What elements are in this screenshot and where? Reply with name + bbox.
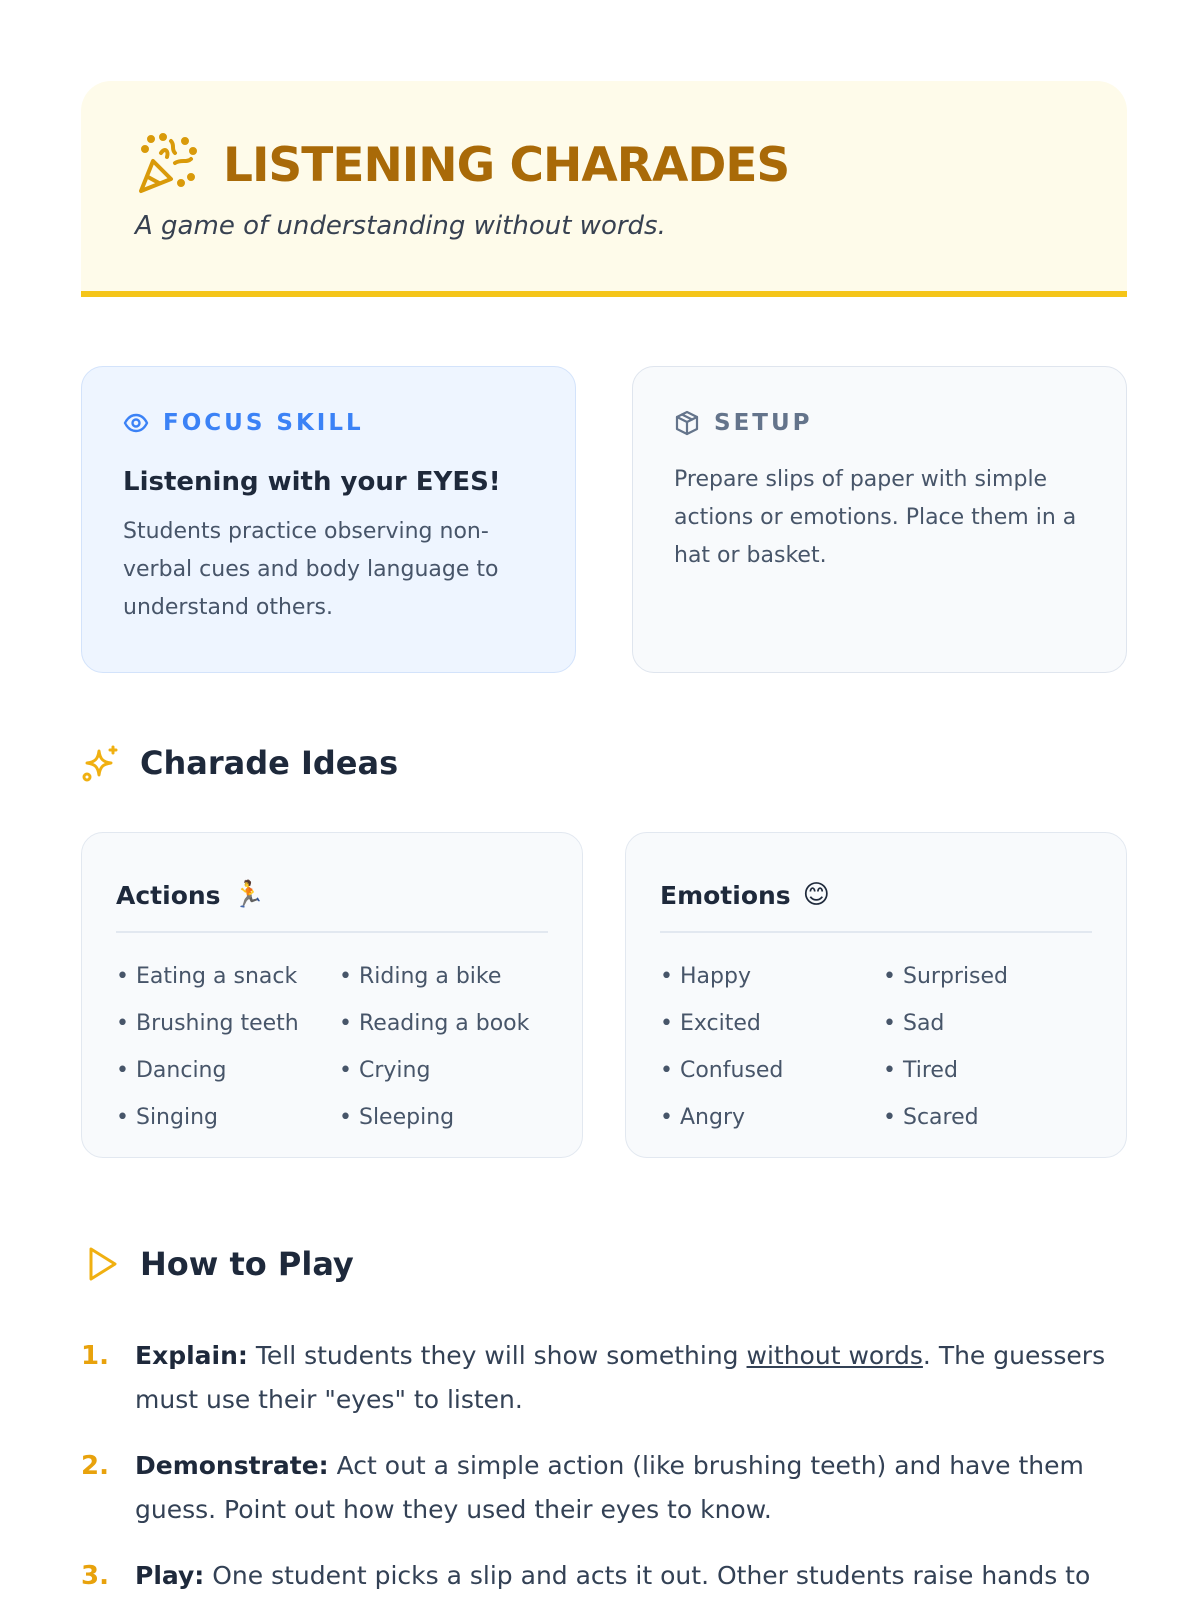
eye-icon: [123, 410, 149, 436]
how-to-play-heading: [81, 1240, 1127, 1288]
step-item: [81, 1554, 1127, 1598]
charade-ideas-title: Charade Ideas: [140, 744, 399, 782]
step-label: Play:: [135, 1561, 205, 1590]
info-card-row: [81, 366, 1127, 673]
actions-card: [81, 832, 583, 1158]
step-number: 2.: [81, 1451, 109, 1481]
step-text: [135, 1334, 1127, 1422]
setup-card: [632, 366, 1127, 673]
step-text-part: Tell students they will show something: [247, 1341, 747, 1370]
package-icon: [674, 410, 700, 436]
play-icon: [81, 1244, 121, 1284]
step-item: [81, 1444, 1127, 1532]
list-item: • Riding a bike: [339, 961, 548, 992]
list-item: • Happy: [660, 961, 883, 992]
page: [81, 81, 1127, 1620]
list-item: • Dancing: [116, 1055, 339, 1086]
list-item: • Crying: [339, 1055, 548, 1086]
step-number: 1.: [81, 1341, 109, 1371]
ideas-row: [81, 832, 1127, 1158]
list-item: • Singing: [116, 1102, 339, 1133]
list-item: • Sleeping: [339, 1102, 548, 1133]
focus-skill-card: [81, 366, 576, 673]
step-text-part: Act out a simple action (like brushing teeth) and have them guess. Point out how they used their eyes to know.: [135, 1451, 1084, 1524]
emotions-list: [660, 961, 1092, 1133]
step-label: Explain:: [135, 1341, 248, 1370]
actions-title-row: [116, 869, 548, 933]
step-number: 3.: [81, 1561, 109, 1591]
emotions-card: [625, 832, 1127, 1158]
step-item: [81, 1334, 1127, 1422]
step-text: [135, 1554, 1090, 1598]
list-item: • Sad: [883, 1008, 1092, 1039]
list-item: • Surprised: [883, 961, 1092, 992]
list-item: • Brushing teeth: [116, 1008, 339, 1039]
how-to-play-title: How to Play: [140, 1245, 354, 1283]
page-title: LISTENING CHARADES: [223, 137, 790, 193]
focus-label: FOCUS SKILL: [163, 410, 364, 436]
actions-title: Actions: [116, 880, 221, 910]
step-text-part: . The guessers must use their "eyes" to listen.: [135, 1341, 1106, 1414]
page-subtitle: A game of understanding without words.: [135, 211, 666, 241]
smiley-icon: 😊: [802, 880, 830, 910]
list-item: • Angry: [660, 1102, 883, 1133]
setup-label-row: [674, 409, 1086, 437]
setup-label: SETUP: [714, 410, 813, 436]
header-banner: [81, 81, 1127, 297]
list-item: • Eating a snack: [116, 961, 339, 992]
actions-list: [116, 961, 548, 1133]
list-item: • Tired: [883, 1055, 1092, 1086]
party-popper-icon: [135, 133, 201, 197]
sparkles-icon: [81, 743, 121, 783]
focus-label-row: [123, 409, 535, 437]
step-text: [135, 1444, 1127, 1532]
step-label: Demonstrate:: [135, 1451, 329, 1480]
list-item: • Excited: [660, 1008, 883, 1039]
list-item: • Confused: [660, 1055, 883, 1086]
focus-body: Students practice observing non-verbal cues and body language to understand others.: [123, 519, 499, 620]
setup-body: Prepare slips of paper with simple actions or emotions. Place them in a hat or basket.: [674, 467, 1077, 568]
step-emphasis: without words: [746, 1341, 923, 1370]
charade-ideas-heading: [81, 739, 1127, 787]
steps-list: [81, 1334, 1127, 1598]
emotions-title: Emotions: [660, 880, 791, 910]
emotions-title-row: [660, 869, 1092, 933]
step-text-part: One student picks a slip and acts it out. Other students raise hands to: [204, 1561, 1091, 1590]
list-item: • Reading a book: [339, 1008, 548, 1039]
runner-icon: 🏃: [232, 880, 265, 910]
focus-heading: Listening with your EYES!: [123, 467, 501, 497]
list-item: • Scared: [883, 1102, 1092, 1133]
title-row: [135, 133, 1073, 197]
